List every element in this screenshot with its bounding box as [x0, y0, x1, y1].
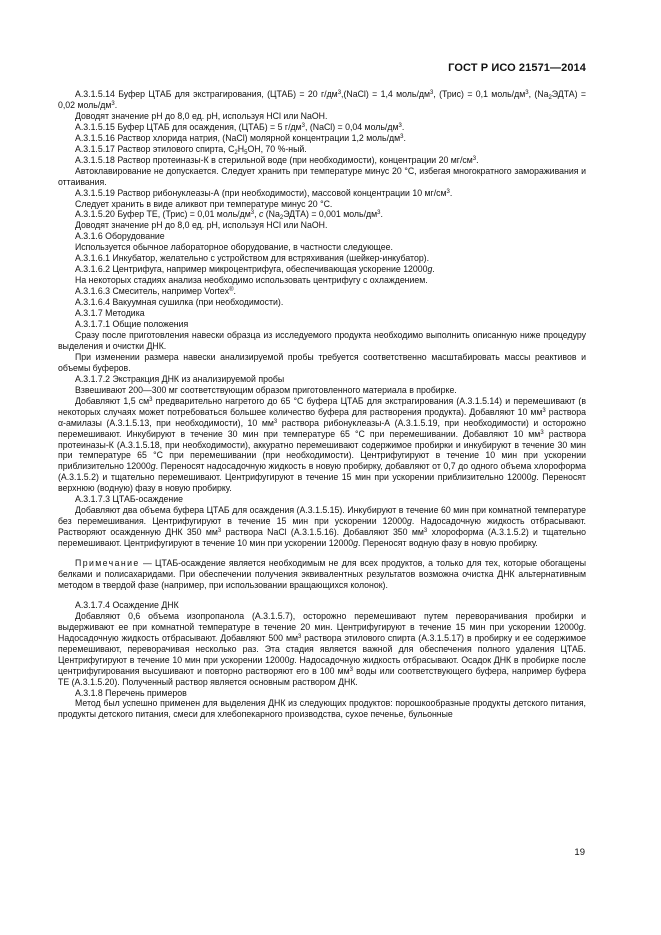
page-number: 19 [574, 847, 585, 858]
paragraph-p04: А.3.1.5.16 Раствор хлорида натрия, (NaCl) молярной концентрации 1,2 моль/$дм^3$. [75, 132, 406, 143]
paragraph-p26: А.3.1.7.3 ЦТАБ-осаждение [75, 494, 183, 505]
paragraph-p27: Добавляют два объема буфера ЦТАБ для осаждения (А.3.1.5.15). Инкубируют в течение 60 мин при комнатной температуре без перемешивания. Центрифугируют в течение 15 мин при ускорении 12000g. Надосадочную жидкость отбрасывают. Растворяют осажденную ДНК 350 $мм^3$ раствора NaCl (А.3.1.5.16). Добавляют 350 $мм^3$ хлороформа (А.3.1.5.2) и тщательно перемешивают. Центрифугируют в течение 10 мин при ускорении 12000g. Переносят водную фазу в новую пробирку. [58, 505, 586, 549]
paragraph-p01: А.3.1.5.14 Буфер ЦТАБ для экстрагирования, (ЦТАБ) = 20 $г/дм^3,(NaCl) = 1,4$ моль/$дм^3$, (Трис) = 0,1 моль/$дм^3$, $(Na_2ЭДТА) = 0,02$ моль/$дм^3$. [58, 89, 586, 110]
paragraph-p23: А.3.1.7.2 Экстракция ДНК из анализируемой пробы [75, 373, 285, 384]
document-id-header: ГОСТ Р ИСО 21571—2014 [448, 62, 586, 74]
paragraph-p18: А.3.1.6.4 Вакуумная сушилка (при необходимости). [75, 297, 284, 308]
paragraph-p12: А.3.1.6 Оборудование [75, 231, 165, 242]
paragraph-p31: А.3.1.8 Перечень примеров [75, 687, 187, 698]
paragraph-p24: Взвешивают 200—300 мг соответствующим образом приготовленного материала в пробирке. [75, 384, 457, 395]
paragraph-p22: При изменении размера навески анализируемой пробы требуется соответственно масштабировать массы реактивов и объемы буферов. [58, 351, 586, 373]
paragraph-p20: А.3.1.7.1 Общие положения [75, 319, 189, 330]
paragraph-p06: А.3.1.5.18 Раствор протеиназы-К в стерильной воде (при необходимости), концентрации 20 $мг/см^3$. [75, 154, 479, 165]
paragraph-p05: А.3.1.5.17 Раствор этилового спирта, $C_2H_5OH$, 70 %-ный. [75, 143, 307, 156]
paragraph-p03: А.3.1.5.15 Буфер ЦТАБ для осаждения, (ЦТАБ) = 5 $г/дм^3$, (NaCl) = 0,04 моль/$дм^3$. [75, 121, 405, 132]
paragraph-p14: А.3.1.6.1 Инкубатор, желательно с устройством для встряхивания (шейкер-инкубатор). [75, 253, 430, 264]
paragraph-p28: Примечание — ЦТАБ-осаждение является необходимым не для всех продуктов, а только для тех, которые обогащены белками и полисахаридами. При обеспечении получения эквивалентных результатов возможна очистка ДНК альтернативным методом в твердой фазе (например, при использовании вращающихся колонок). [58, 558, 586, 590]
paragraph-p08: А.3.1.5.19 Раствор рибонуклеазы-А (при необходимости), массовой концентрации 10 $мг/см^3$. [75, 187, 453, 198]
paragraph-p32: Метод был успешно применен для выделения ДНК из следующих продуктов: порошкообразные продукты детского питания, продукты детского питания, смеси для хлебопекарного производства, сухое печенье, бульонные [58, 698, 586, 720]
document-body [58, 89, 586, 720]
paragraph-p30: Добавляют 0,6 объема изопропанола (А.3.1.5.7), осторожно перемешивают путем переворачивания пробирки и выдерживают ее при комнатной температуре в течение 20 мин. Центрифугируют в течение 15 мин при ускорении 12000g. Надосадочную жидкость отбрасывают. Добавляют 500 $мм^3$ раствора этилового спирта (А.3.1.5.17) в пробирку и ее содержимое перемешивают, переворачивая несколько раз. Эта стадия является важной для обеспечения полного удаления ЦТАБ. Центрифугируют в течение 10 мин при ускорении 12000g. Надосадочную жидкость отбрасывают. Осадок ДНК в пробирке после центрифугирования высушивают и повторно растворяют его в 100 $мм^3$ воды или соответствующего буфера, например буфера ТЕ (А.3.1.5.20). Полученный раствор является основным раствором ДНК. [58, 610, 586, 687]
paragraph-p09: Следует хранить в виде аликвот при температуре минус 20 °С. [75, 198, 333, 209]
paragraph-p17: А.3.1.6.3 Смеситель, например Vortex®. [75, 286, 236, 297]
paragraph-p13: Используется обычное лабораторное оборудование, в частности следующее. [75, 242, 393, 253]
paragraph-p15: А.3.1.6.2 Центрифуга, например микроцентрифуга, обеспечивающая ускорение 12000g. [75, 264, 435, 275]
paragraph-p10: А.3.1.5.20 Буфер ТЕ, (Трис) = 0,01 моль/$дм^3$, c $(Na_2ЭДТА) = 0,001$ моль/$дм^3$. [75, 209, 383, 222]
paragraph-p29: А.3.1.7.4 Осаждение ДНК [75, 599, 179, 610]
paragraph-p21: Сразу после приготовления навески образца из исследуемого продукта необходимо выполнить описанную ниже процедуру выделения и очистки ДНК. [58, 329, 586, 351]
paragraph-p07: Автоклавирование не допускается. Следует хранить при температуре минус 20 °С, избегая многократного замораживания и оттаивания. [58, 165, 586, 187]
paragraph-p02: Доводят значение рН до 8,0 ед. рН, используя HCl или NaOH. [75, 110, 328, 121]
paragraph-p16: На некоторых стадиях анализа необходимо использовать центрифугу с охлаждением. [75, 275, 428, 286]
paragraph-p11: Доводят значение рН до 8,0 ед. рН, используя HCl или NaOH. [75, 220, 328, 231]
paragraph-p25: Добавляют 1,5 $см^3$ предварительно нагретого до 65 °С буфера ЦТАБ для экстрагирования (А.3.1.5.14) и перемешивают (в некоторых случаях может потребоваться большее количество буфера для растворения продукта). Добавляют 10 $мм^3$ раствора α-амилазы (А.3.1.5.13, при необходимости), 10 $мм^3$ раствора рибонуклеазы-А (А.3.1.5.19, при необходимости) и осторожно перемешивают. Инкубируют в течение 30 мин при температуре 65 °С при перемешивании. Добавляют 10 $мм^3$ раствора протеиназы-К (А.3.1.5.18, при необходимости), аккуратно перемешивают содержимое пробирки и инкубируют в течение 30 мин при температуре 65 °С при перемешивании (при необходимости). Центрифугируют в течение 10 мин при ускорении приблизительно 12000g. Переносят надосадочную жидкость в новую пробирку, добавляют от 0,7 до одного объема хлороформа (А.3.1.5.2) и тщательно перемешивают. Центрифугируют в течение 15 мин при ускорении приблизительно 12000g. Переносят верхнюю (водную) фазу в новую пробирку. [58, 395, 587, 494]
paragraph-p19: А.3.1.7 Методика [75, 308, 145, 319]
